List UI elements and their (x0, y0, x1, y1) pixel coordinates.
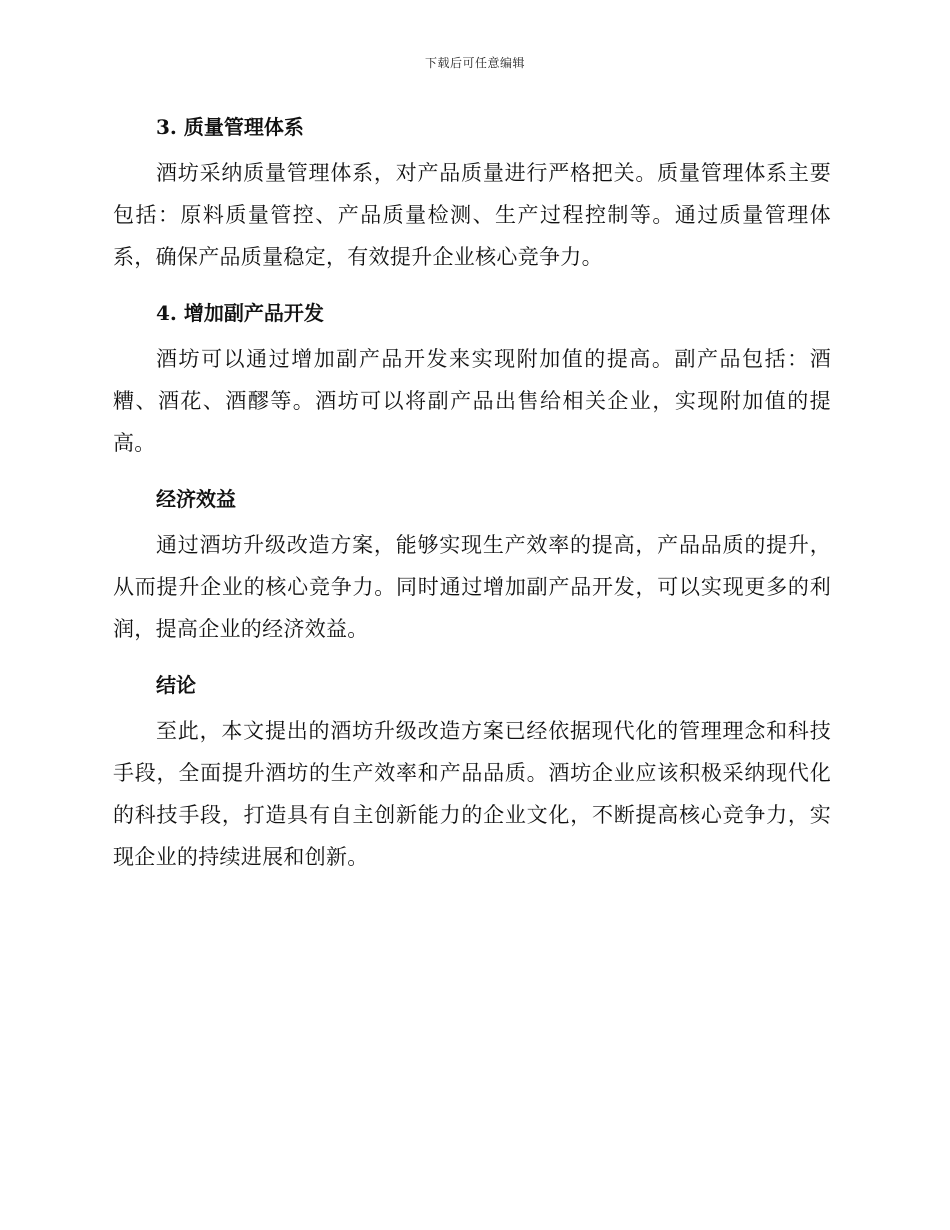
page-header: 下载后可任意编辑 (424, 56, 525, 70)
section-heading-conclusion: 结论 (156, 673, 196, 697)
section-paragraph-byproduct-development: 酒坊可以通过增加副产品开发来实现附加值的提高。副产品包括：酒糟、酒花、酒醪等。酒坊可以将副产品出售给相关企业，实现附加值的提高。 (113, 347, 831, 455)
section-heading-byproduct-development: 4. 增加副产品开发 (156, 301, 324, 325)
document-body (113, 108, 831, 894)
section-heading-quality-management: 3. 质量管理体系 (156, 115, 304, 139)
section-heading-economic-benefits: 经济效益 (156, 487, 236, 511)
section-paragraph-conclusion: 至此，本文提出的酒坊升级改造方案已经依据现代化的管理理念和科技手段，全面提升酒坊的生产效率和产品品质。酒坊企业应该积极采纳现代化的科技手段，打造具有自主创新能力的企业文化，不断提高核心竞争力，实现企业的持续进展和创新。 (113, 719, 831, 869)
section-paragraph-economic-benefits: 通过酒坊升级改造方案，能够实现生产效率的提高，产品品质的提升，从而提升企业的核心竞争力。同时通过增加副产品开发，可以实现更多的利润，提高企业的经济效益。 (113, 533, 831, 641)
section-paragraph-quality-management: 酒坊采纳质量管理体系，对产品质量进行严格把关。质量管理体系主要包括：原料质量管控、产品质量检测、生产过程控制等。通过质量管理体系，确保产品质量稳定，有效提升企业核心竞争力。 (113, 161, 831, 269)
